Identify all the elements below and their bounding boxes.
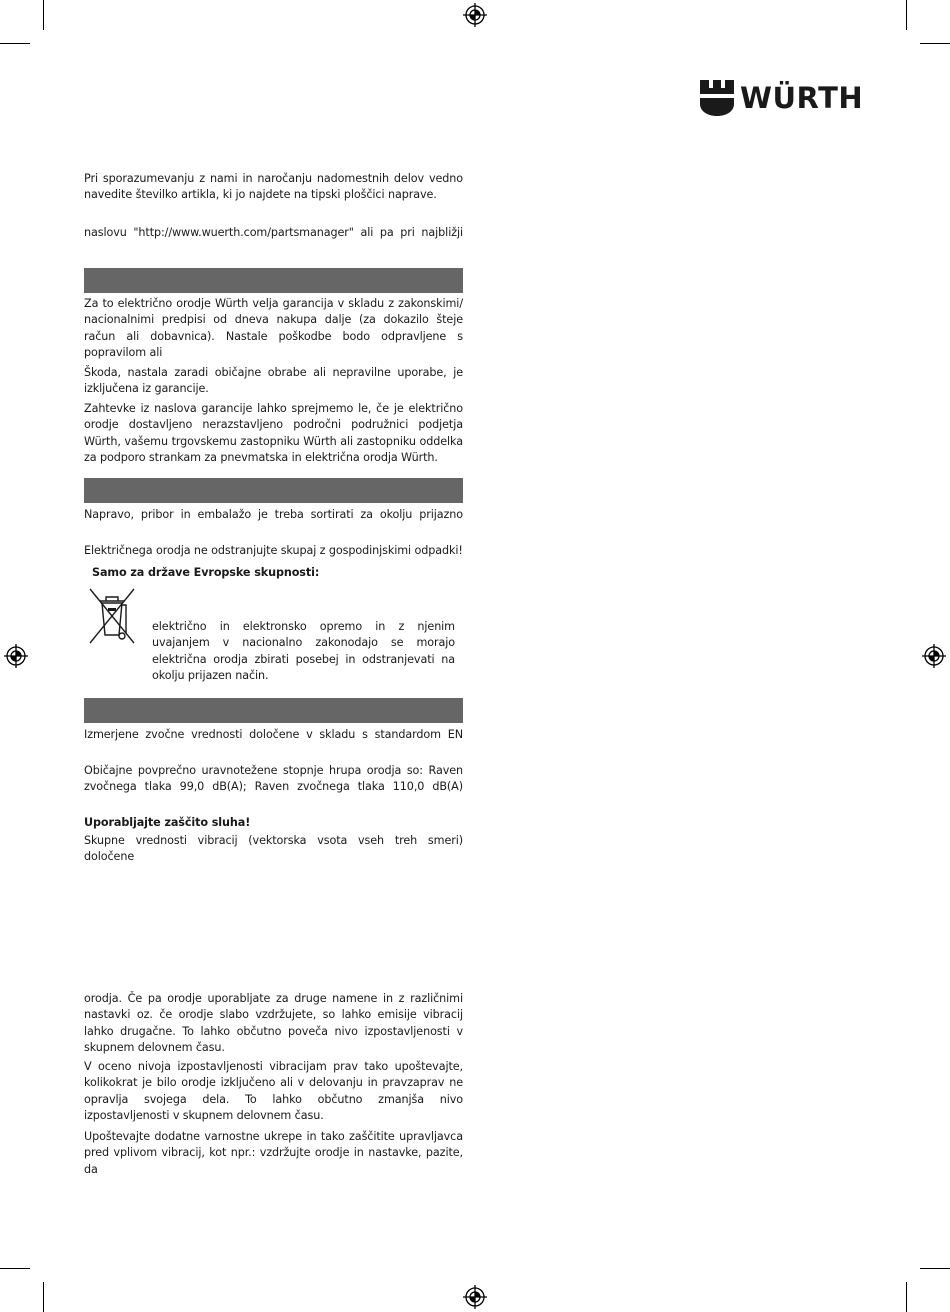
crop-mark (920, 43, 950, 44)
paragraph: Napravo, pribor in embalažo je treba sortirati za okolju prijazno (84, 508, 463, 521)
crop-mark (43, 1282, 44, 1312)
paragraph: Skupne vrednosti vibracij (vektorska vsota vseh treh smeri) določene (84, 834, 463, 864)
paragraph: Upoštevajte dodatne varnostne ukrepe in tako zaščitite upravljavca pred vplivom vibracij, kot npr.: vzdržujte orodje in nastavke, pazite, da (84, 1130, 463, 1176)
crop-mark (0, 43, 30, 44)
paragraph: električno in elektronsko opremo in z njenim uvajanjem v nacionalno zakonodajo se morajo električna orodja zbirati posebej in odstranjevati na okolju prijazen način. (152, 620, 455, 683)
registration-mark-icon (4, 644, 28, 668)
crop-mark (43, 0, 44, 30)
registration-mark-icon (922, 644, 946, 668)
wurth-logo-icon (700, 80, 734, 116)
section-heading-bar (84, 698, 463, 723)
paragraph: Pri sporazumevanju z nami in naročanju nadomestnih delov vedno navedite številko artikla, ki jo najdete na tipski ploščici naprave. (84, 172, 463, 202)
paragraph: V oceno nivoja izpostavljenosti vibracijam prav tako upoštevajte, kolikokrat je bilo orodje izključeno ali v delovanju in pravzaprav ne opravlja svojega dela. To lahko občutno zmanjša nivo izpostavljenosti v skupnem delovnem času. (84, 1060, 463, 1123)
paragraph: Škoda, nastala zaradi običajne obrabe ali nepravilne uporabe, je izključena iz garancije. (84, 366, 463, 396)
crop-mark (906, 0, 907, 30)
paragraph: Zahtevke iz naslova garancije lahko sprejmemo le, če je električno orodje dostavljeno nerazstavljeno področni podružnici podjetja Würth, vašemu trgovskemu zastopniku Würth ali zastopniku oddelka za podporo strankam za pnevmatska in električna orodja Würth. (84, 402, 463, 465)
crop-mark (920, 1268, 950, 1269)
paragraph: Običajne povprečno uravnotežene stopnje hrupa orodja so: Raven zvočnega tlaka 99,0 dB(A); Raven zvočnega tlaka 110,0 dB(A) (84, 764, 463, 794)
crop-mark (906, 1282, 907, 1312)
paragraph: Za to električno orodje Würth velja garancija v skladu z zakonskimi/ nacionalnimi predpisi od dneva nakupa dalje (za dokazilo šteje račun ali dobavnica). Nastale poškodbe bodo odpravljene s popravilom ali (84, 297, 463, 360)
registration-mark-icon (463, 1285, 487, 1309)
registration-mark-icon (463, 3, 487, 27)
paragraph: Izmerjene zvočne vrednosti določene v skladu s standardom EN (84, 728, 463, 741)
paragraph: orodja. Če pa orodje uporabljate za druge namene in z različnimi nastavki oz. če orodje slabo vzdržujete, so lahko emisije vibracij lahko drugačne. To lahko občutno poveča nivo izpostavljenosti v skupnem delovnem času. (84, 992, 463, 1055)
eu-heading: Samo za države Evropske skupnosti: (92, 566, 320, 579)
paragraph: Električnega orodja ne odstranjujte skupaj z gospodinjskimi odpadki! (84, 544, 463, 557)
crop-mark (0, 1268, 30, 1269)
section-heading-bar (84, 478, 463, 503)
wurth-logo-text: WÜRTH (740, 81, 864, 115)
paragraph: naslovu "http://www.wuerth.com/partsmanager" ali pa pri najbližji (84, 226, 463, 239)
weee-bin-icon (86, 587, 138, 645)
section-heading-bar (84, 268, 463, 293)
hearing-protection-note: Uporabljajte zaščito sluha! (84, 816, 251, 829)
